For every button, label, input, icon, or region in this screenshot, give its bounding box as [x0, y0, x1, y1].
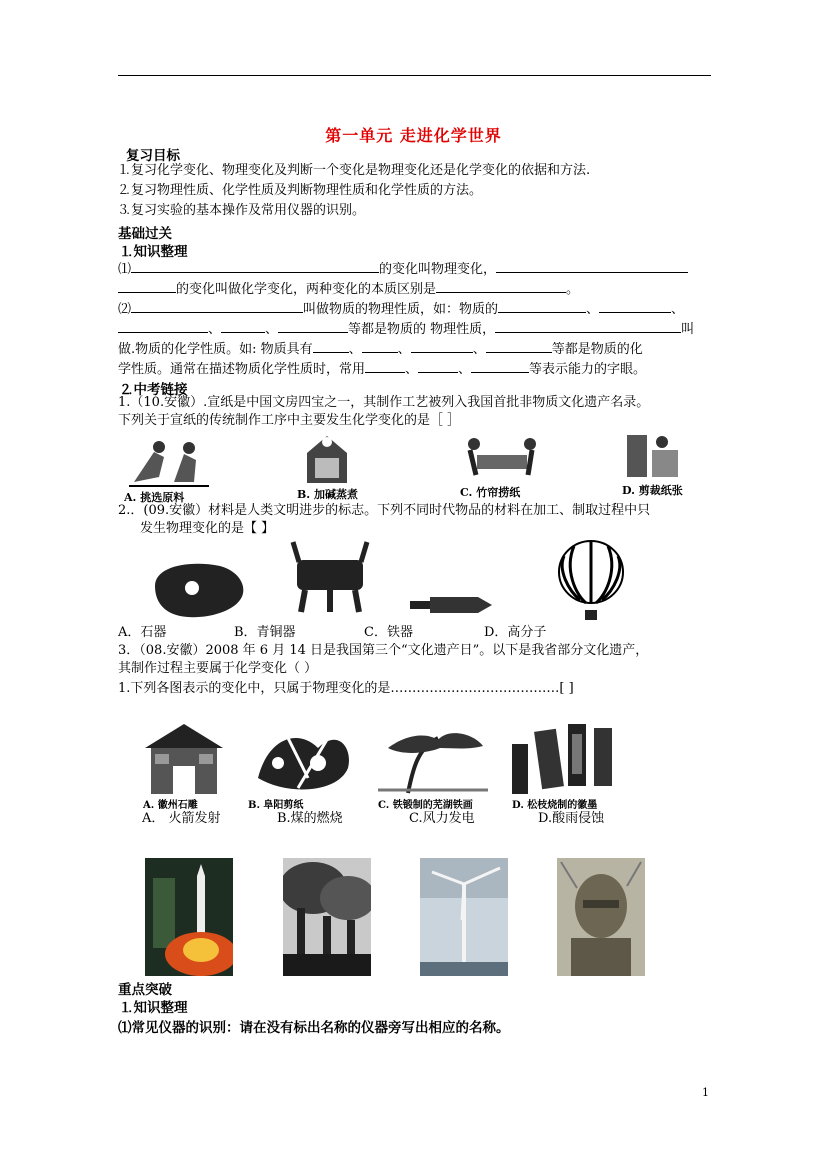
focus-instruction: ⑴常见仪器的识别：请在没有标出名称的仪器旁写出相应的名称。: [118, 1020, 510, 1036]
q2-option-c: C．铁器: [364, 625, 413, 640]
q3-figure-iron-painting: [378, 718, 488, 798]
para-2-line-4: 学性质。通常在描述物质化学性质时，常用 、 、 等表示能力的字眼。: [118, 362, 647, 377]
q4-option-d: D.酸雨侵蚀: [538, 811, 605, 826]
q1-figure-c: [462, 430, 542, 480]
basics-sub-heading: ⒈知识整理: [120, 244, 188, 260]
q2-option-b: B．青铜器: [234, 625, 296, 640]
q1-caption-b: B. 加碱蒸煮: [297, 488, 358, 501]
q4-option-c: C.风力发电: [409, 811, 475, 826]
q2-figure-stone-tool: [150, 556, 250, 624]
para-1-line-2: 的变化叫做化学变化，两种变化的本质区别是 。: [118, 280, 579, 297]
q3-caption-a: A. 徽州石雕: [143, 800, 198, 811]
q1-figure-d: [622, 430, 682, 482]
goal-item-2: ⒉复习物理性质、化学性质及判断物理性质和化学性质的方法。: [118, 183, 483, 198]
goal-item-1: ⒈复习化学变化、物理变化及判断一个变化是物理变化还是化学变化的依据和方法.: [118, 163, 591, 178]
q3-caption-c: C. 铁锻制的芜湖铁画: [378, 800, 473, 811]
q2-figure-bronze-vessel: [285, 538, 375, 614]
rocket-launch-photo: [145, 858, 233, 976]
coal-burning-photo: [283, 858, 371, 976]
exam-heading: ⒉中考链接: [120, 382, 188, 398]
wind-turbine-photo: [420, 858, 508, 976]
para-2-line-3: 做.物质的化学性质。如: 物质具有 、 、 、 等都是物质的化: [118, 342, 643, 357]
q3-figure-ink-sticks: [508, 716, 620, 798]
q1-figure-b: [297, 428, 357, 488]
q1-caption-a: A. 挑选原料: [124, 491, 185, 504]
goal-item-3: ⒊复习实验的基本操作及常用仪器的识别。: [118, 203, 366, 218]
q4-line: 1.下列各图表示的变化中，只属于物理变化的是…………………………………[ ]: [118, 681, 574, 696]
q4-option-b: B.煤的燃烧: [277, 811, 343, 826]
q2-line-1: 2.．(09.安徽）材料是人类文明进步的标志。下列不同时代物品的材料在加工、制取过程中只: [118, 503, 651, 518]
q3-caption-d: D. 松枝烧制的徽墨: [512, 800, 598, 811]
q2-option-d: D．高分子: [484, 625, 547, 640]
q1-line-1: 1.（10.安徽）.宣纸是中国文房四宝之一，其制作工艺被列入我国首批非物质文化遗产名录。: [118, 395, 650, 410]
q1-line-2: 下列关于宣纸的传统制作工序中主要发生化学变化的是［ ］: [118, 413, 461, 428]
q2-figure-balloon: [556, 540, 626, 622]
q1-figure-a: [124, 432, 214, 490]
page-number: 1: [702, 1086, 709, 1099]
focus-sub-heading: ⒈知识整理: [120, 1000, 188, 1016]
basics-heading: 基础过关: [118, 226, 172, 242]
q3-caption-b: B. 阜阳剪纸: [248, 800, 304, 811]
q2-figure-iron-tool: [408, 592, 494, 618]
q3-line-1: 3．（08.安徽）2008 年 6 月 14 日是我国第三个“文化遗产日”。以下是我省部分文化遗产，: [118, 643, 649, 658]
para-1-line-1: ⑴ 的变化叫物理变化，: [118, 260, 688, 277]
focus-heading: 重点突破: [118, 982, 172, 998]
q4-option-a: A． 火箭发射: [142, 811, 221, 826]
q3-line-2: 其制作过程主要属于化学变化（ ）: [118, 661, 318, 676]
para-2-line-1: ⑵ 叫做物质的物理性质，如：物质的 、 、: [118, 302, 685, 317]
q2-line-2: 发生物理变化的是【 】: [140, 521, 275, 536]
acid-rain-statue-photo: [557, 858, 645, 976]
goals-heading: 复习目标: [126, 148, 180, 164]
q1-caption-d: D. 剪裁纸张: [622, 484, 683, 497]
q2-option-a: A．石器: [118, 625, 167, 640]
unit-title: 第一单元 走进化学世界: [325, 126, 502, 145]
q3-figure-stone-carving: [143, 718, 225, 796]
q1-caption-c: C. 竹帘捞纸: [460, 486, 521, 499]
para-2-line-2: 、 、 等都是物质的 物理性质， 叫: [118, 320, 694, 337]
q3-figure-paper-cut: [248, 718, 358, 798]
header-rule: [118, 75, 711, 76]
